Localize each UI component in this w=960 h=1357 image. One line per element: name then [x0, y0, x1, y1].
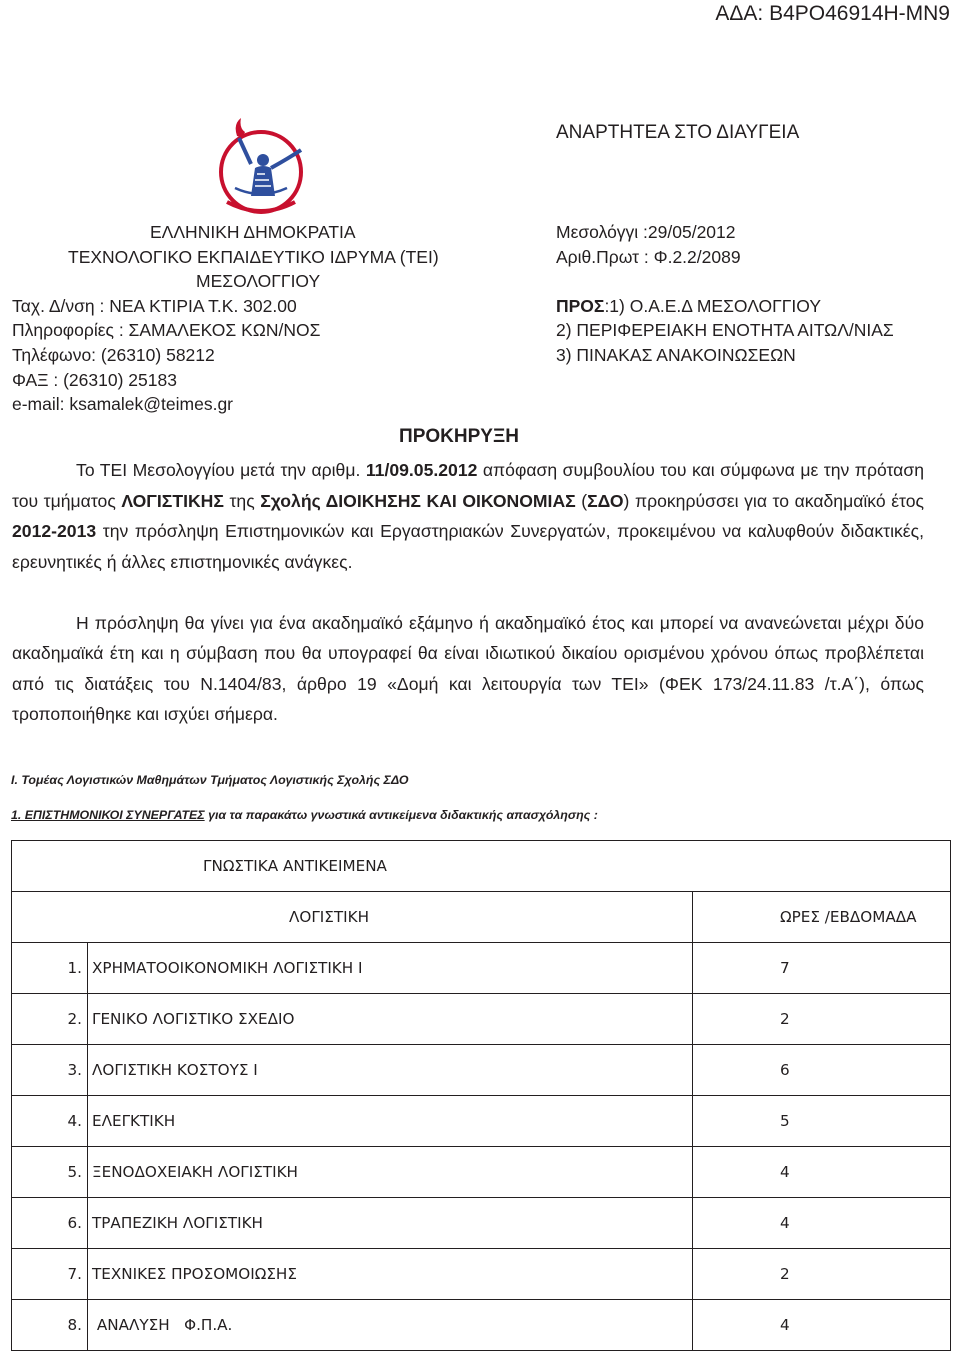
row-subject: ΓΕΝΙΚΟ ΛΟΓΙΣΤΙΚΟ ΣΧΕΔΙΟ	[88, 994, 693, 1045]
row-hours: 7	[693, 943, 951, 994]
table-row	[12, 1300, 951, 1351]
header-address: Ταχ. Δ/νση : ΝΕΑ ΚΤΙΡΙΑ Τ.Κ. 302.00	[12, 295, 297, 316]
para1-department: ΛΟΓΙΣΤΙΚΗΣ	[121, 490, 224, 511]
para1-school: Σχολής ΔΙΟΙΚΗΣΗΣ ΚΑΙ ΟΙΚΟΝΟΜΙΑΣ	[260, 490, 576, 511]
table-header-hours: ΩΡΕΣ /ΕΒΔΟΜΑΔΑ	[693, 892, 951, 943]
doc-date: Μεσολόγγι :29/05/2012	[556, 222, 736, 242]
doc-title: ΠΡΟΚΗΡΥΞΗ	[399, 426, 519, 447]
para1-academic-year: 2012-2013	[12, 521, 97, 541]
row-subject: ΞΕΝΟΔΟΧΕΙΑΚΗ ΛΟΓΙΣΤΙΚΗ	[88, 1147, 693, 1198]
row-subject: ΤΕΧΝΙΚΕΣ ΠΡΟΣΟΜΟΙΩΣΗΣ	[88, 1249, 693, 1300]
table-row	[12, 1249, 951, 1300]
row-number: 4.	[12, 1096, 88, 1147]
ada-code: ΑΔΑ: Β4ΡΟ46914Η-ΜΝ9	[715, 2, 950, 25]
row-number: 6.	[12, 1198, 88, 1249]
row-number: 7.	[12, 1249, 88, 1300]
row-number: 1.	[12, 943, 88, 994]
row-hours: 4	[693, 1300, 951, 1351]
row-hours: 2	[693, 994, 951, 1045]
header-line-3: ΜΕΣΟΛΟΓΓΙΟΥ	[196, 271, 321, 292]
table-header-row-1	[12, 841, 951, 892]
doc-protocol: Αριθ.Πρωτ : Φ.2.2/2089	[556, 246, 741, 267]
row-number: 5.	[12, 1147, 88, 1198]
table-header-category: ΛΟΓΙΣΤΙΚΗ	[12, 892, 693, 943]
header-line-2: ΤΕΧΝΟΛΟΓΙΚΟ ΕΚΠΑΙΔΕΥΤΙΚΟ ΙΔΡΥΜΑ (ΤΕΙ)	[68, 246, 439, 267]
paragraph-1	[12, 455, 924, 577]
para1-text: απόφαση συμβουλίου του και σύμφωνα με την πρόταση του τμήματος	[12, 460, 925, 511]
table-header-subjects: ΓΝΩΣΤΙΚΑ ΑΝΤΙΚΕΙΜΕΝΑ	[12, 841, 951, 892]
row-subject: ΕΛΕΓΚΤΙΚΗ	[88, 1096, 693, 1147]
row-subject: ΤΡΑΠΕΖΙΚΗ ΛΟΓΙΣΤΙΚΗ	[88, 1198, 693, 1249]
para1-text: της	[223, 490, 261, 511]
row-number: 2.	[12, 994, 88, 1045]
recipient-3: 3) ΠΙΝΑΚΑΣ ΑΝΑΚΟΙΝΩΣΕΩΝ	[556, 345, 796, 365]
para2-text: Η πρόσληψη θα γίνει για ένα ακαδημαϊκό εξάμηνο ή ακαδημαϊκό έτος και μπορεί να ανανεώνεται μέχρι δύο ακαδημαϊκά έτη και η σύμβαση που θα υπογραφεί θα είναι ιδιωτικού δικαίου ορισμένου χρόνου όπως προβλέπεται από τις διατάξεις του Ν.1404/83, άρθρο 19 «Δομή και λειτουργία των ΤΕΙ» (ΦΕΚ 173/24.11.83 /τ.Α΄), όπως τροποποιήθηκε και ισχύει σήμερα.	[12, 612, 924, 724]
para1-text: ) προκηρύσσει για το ακαδημαϊκό έτος	[623, 490, 925, 511]
recipient-1-text: :1) Ο.Α.Ε.Δ ΜΕΣΟΛΟΓΓΙΟΥ	[604, 295, 822, 316]
row-subject: ΑΝΑΛΥΣΗ Φ.Π.Α.	[88, 1300, 693, 1351]
section-heading-2	[11, 808, 598, 822]
row-number: 3.	[12, 1045, 88, 1096]
row-hours: 5	[693, 1096, 951, 1147]
header-info: Πληροφορίες : ΣΑΜΑΛΕΚΟΣ ΚΩΝ/ΝΟΣ	[12, 320, 321, 341]
header-phone: Τηλέφωνο: (26310) 58212	[12, 345, 215, 365]
table-row	[12, 1147, 951, 1198]
paragraph-2	[12, 608, 924, 730]
para1-decision-ref: 11/09.05.2012	[365, 460, 478, 480]
para1-text: (	[575, 490, 588, 511]
para1-school-abbr: ΣΔΟ	[587, 490, 624, 511]
header-line-1: ΕΛΛΗΝΙΚΗ ΔΗΜΟΚΡΑΤΙΑ	[150, 222, 356, 242]
table-row	[12, 994, 951, 1045]
table-row	[12, 1198, 951, 1249]
to-prefix: ΠΡΟΣ	[556, 295, 605, 316]
row-subject: ΛΟΓΙΣΤΙΚΗ ΚΟΣΤΟΥΣ Ι	[88, 1045, 693, 1096]
table-row	[12, 1045, 951, 1096]
row-hours: 6	[693, 1045, 951, 1096]
posting-notice: ΑΝΑΡΤΗΤΕΑ ΣΤΟ ΔΙΑΥΓΕΙΑ	[556, 122, 800, 143]
table-row	[12, 943, 951, 994]
row-number: 8.	[12, 1300, 88, 1351]
row-hours: 2	[693, 1249, 951, 1300]
para1-text: την πρόσληψη Επιστημονικών και Εργαστηριακών Συνεργατών, προκειμένου να καλυφθούν διδακτικές, ερευνητικές ή άλλες επιστημονικές ανάγκες.	[12, 521, 924, 572]
torch-bearer-emblem-icon	[209, 116, 313, 220]
header-email: e-mail: ksamalek@teimes.gr	[12, 394, 234, 415]
section-heading-2-rest: για τα παρακάτω γνωστικά αντικείμενα διδακτικής απασχόλησης :	[204, 808, 598, 822]
recipient-1	[556, 294, 821, 319]
subjects-table	[11, 840, 951, 1351]
table-row	[12, 1096, 951, 1147]
table-header-row-2	[12, 892, 951, 943]
section-heading-1: Ι. Τομέας Λογιστικών Μαθημάτων Τμήματος Λογιστικής Σχολής ΣΔΟ	[11, 773, 409, 787]
row-hours: 4	[693, 1147, 951, 1198]
section-heading-2-underlined: 1. ΕΠΙΣΤΗΜΟΝΙΚΟΙ ΣΥΝΕΡΓΑΤΕΣ	[11, 808, 205, 822]
row-hours: 4	[693, 1198, 951, 1249]
recipient-2: 2) ΠΕΡΙΦΕΡΕΙΑΚΗ ΕΝΟΤΗΤΑ ΑΙΤΩΛ/ΝΙΑΣ	[556, 320, 894, 341]
header-fax: ΦΑΞ : (26310) 25183	[12, 369, 177, 390]
row-subject: ΧΡΗΜΑΤΟΟΙΚΟΝΟΜΙΚΗ ΛΟΓΙΣΤΙΚΗ Ι	[88, 943, 693, 994]
para1-text: Το ΤΕΙ Μεσολογγίου μετά την αριθμ.	[76, 460, 366, 480]
